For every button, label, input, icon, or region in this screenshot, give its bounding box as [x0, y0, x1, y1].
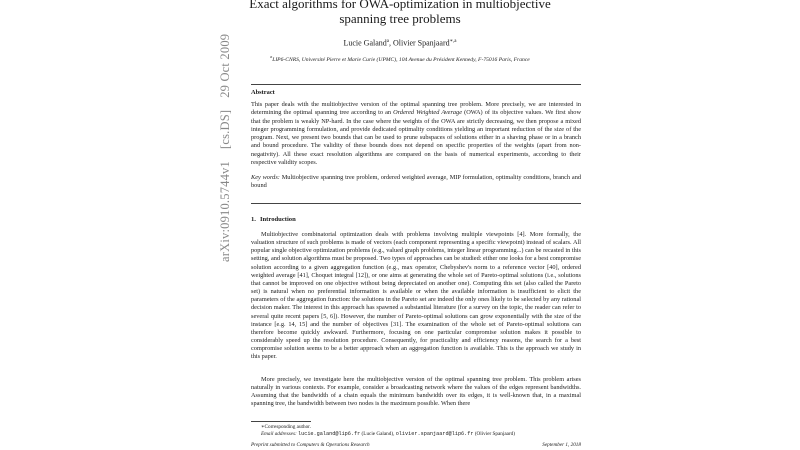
abstract-heading: Abstract [251, 89, 275, 96]
footnote-email-label: Email addresses: [261, 431, 297, 437]
paper-title [200, 0, 600, 26]
abstract-text-b: (OWA) of its objective values. We first show that the problem is weakly NP-hard. In the case where the weights of the OWA are strictly decreasing, we then propose a mixed integer programming formulation, and provide dedicated optimality conditions yielding an important reduction of the size of the program. Next, we present two bounds that can be used to prune subspaces of solutions either in a shaving phase or in a branch and bound procedure. The validity of these bounds does not depend on specific properties of the weights (apart from non-negativity). All these exact resolution algorithms are compared on the basis of numerical experiments, according to their respective validity scopes. [251, 109, 581, 167]
affiliation-sup: a [270, 54, 273, 59]
author-1-sup: a [386, 39, 389, 44]
email-2-name: (Olivier Spanjaard) [473, 431, 516, 437]
top-rule [251, 84, 581, 85]
page-footer [251, 442, 581, 448]
footnote-corresponding: ∗Corresponding author. [261, 424, 311, 430]
keywords-text: Multiobjective spanning tree problem, ordered weighted average, MIP formulation, optimality conditions, branch and bound [251, 174, 581, 190]
intro-paragraph-1: Multiobjective combinatorial optimization deals with problems involving multiple viewpoints [4]. More formally, the valuation structure of such problems is made of vectors (each component representing a specific viewpoint) instead of scalars. All popular single objective optimization problems (e.g., valued graph problems, integer linear programming...) can be recasted in this setting, and solution algorithms must be proposed. Two types of approaches can be studied: either one looks for a best compromise solution according to a given aggregation function (e.g., max operator, Chebyshev's norm to a reference vector [40], ordered weighted average [41], Choquet integral [12]), or one aims at generating the whole set of Pareto-optimal solutions (i.e., solutions that cannot be improved on one objective without being depreciated on another one). Computing this set (also called the Pareto set) is natural when no preferential information is available or when the available information is insufficient to elicit the parameters of the aggregation function: the solutions in the Pareto set are indeed the only ones likely to be selected by any rational decision maker. The interest in this approach has spawned a substantial literature (for a survey on the topic, the reader can refer to several quite recent papers [5, 6]). However, the number of Pareto-optimal solutions can grow exponentially with the size of the instance [e.g. 14, 15] and the number of objectives [31]. The examination of the whole set of Pareto-optimal solutions can therefore become quickly awkward. Furthermore, focusing on one particular compromise solution makes it possible to considerably speed up the resolution procedure. Consequently, for practicality and efficiency reasons, the search for a best compromise solution seems to be a better approach when an aggregation function is available. This is the approach we study in this paper. [251, 231, 581, 361]
email-2: olivier.spanjaard@lip6.fr [395, 431, 474, 437]
bottom-rule [251, 203, 581, 204]
footnote [251, 424, 581, 438]
footnote-emails [251, 431, 581, 438]
keywords [251, 174, 581, 191]
email-1: lucie.galand@lip6.fr [297, 431, 361, 437]
author-1: Lucie Galand [343, 38, 387, 48]
author-separator: , [389, 38, 393, 48]
author-list [200, 37, 600, 49]
arxiv-stamp [218, 34, 233, 262]
abstract-text-a: This paper deals with the multiobjective version of the optimal spanning tree problem. More precisely, we are interested in determining the optimal spanning tree according to an [251, 101, 581, 117]
title-line-1: Exact algorithms for OWA-optimization in multiobjective [249, 0, 551, 11]
arxiv-category: [cs.DS] [218, 109, 232, 150]
intro-paragraph-2: More precisely, we investigate here the multiobjective version of the optimal spanning tree problem. This problem arises naturally in various contexts. For example, consider a broadcasting network where the values of the edges represent bandwidths. Assuming that the bandwidth of a chain equals the minimum bandwidth over its edges, it is well-known that, in a maximal spanning tree, the bandwidth between two nodes is the maximum possible. When there [251, 376, 581, 408]
section-heading [251, 216, 296, 223]
author-2: Olivier Spanjaard [393, 38, 450, 48]
section-number: 1. [251, 216, 256, 223]
author-2-sup: ∗,a [449, 39, 457, 44]
affiliation-text: LIP6-CNRS, Université Pierre et Marie Curie (UPMC), 104 Avenue du Président Kennedy, F-75016 Paris, France [272, 56, 530, 63]
email-1-name: (Lucie Galand), [360, 431, 396, 437]
title-line-2: spanning tree problems [339, 11, 461, 26]
arxiv-date: 29 Oct 2009 [218, 33, 232, 98]
section-title: Introduction [259, 216, 296, 223]
arxiv-id: arXiv:0910.5744v1 [218, 161, 232, 262]
footer-date: September 1, 2018 [542, 442, 581, 448]
footer-preprint: Preprint submitted to Computers & Operations Research [251, 442, 370, 448]
footnote-rule [251, 421, 311, 422]
abstract-body [251, 101, 581, 167]
abstract-text-em: Ordered Weighted Average [393, 109, 462, 117]
keywords-label: Key words: [251, 174, 280, 181]
